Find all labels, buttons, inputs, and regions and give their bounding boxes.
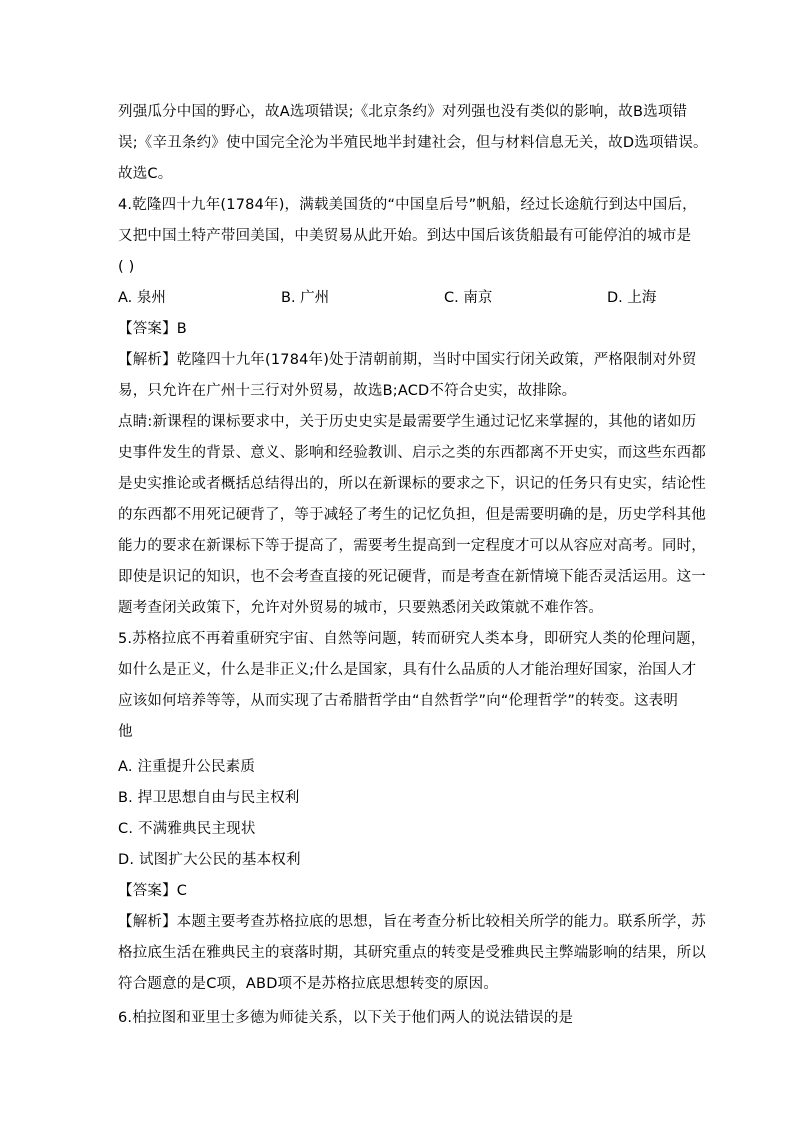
q5-answer: 【答案】C [118, 883, 188, 899]
q4-comment-line-2: 史事件发生的背景、意义、影响和经验教训、启示之类的东西都离不开史实，而这些东西都 [118, 445, 706, 461]
q4-analysis-line-1: 【解析】乾隆四十九年(1784年)处于清朝前期，当时中国实行闭关政策，严格限制对外贸 [118, 352, 697, 368]
q4-stem-line-1: 4.乾隆四十九年(1784年)，满载美国货的“中国皇后号”帆船，经过长途航行到达中国后， [118, 197, 697, 213]
q4-answer-blank: ( ) [118, 259, 135, 275]
q5-analysis-line-3: 符合题意的是C项，ABD项不是苏格拉底思想转变的原因。 [118, 976, 499, 992]
q3-analysis-line-2: 误;《辛丑条约》使中国完全沦为半殖民地半封建社会，但与材料信息无关，故D选项错误。 [118, 135, 708, 151]
q5-stem-line-3: 应该如何培养等等，从而实现了古希腊哲学由“自然哲学”向“伦理哲学”的转变。这表明 [118, 693, 679, 709]
q5-stem-line-2: 如什么是正义，什么是非正义;什么是国家，具有什么品质的人才能治理好国家，治国人才 [118, 662, 697, 678]
q4-stem-line-2: 又把中国土特产带回美国，中美贸易从此开始。到达中国后该货船最有可能停泊的城市是 [118, 228, 692, 244]
q4-comment-line-3: 是史实推论或者概括总结得出的，所以在新课标的要求之下，识记的任务只有史实，结论性 [118, 476, 706, 492]
q4-option-c: C. 南京 [444, 290, 493, 306]
q4-comment-line-1: 点睛:新课程的课标要求中，关于历史史实是最需要学生通过记忆来掌握的，其他的诸如历 [118, 414, 697, 430]
q5-stem-line-1: 5.苏格拉底不再着重研究宇宙、自然等问题，转而研究人类本身，即研究人类的伦理问题， [118, 631, 706, 647]
q5-analysis-line-1: 【解析】本题主要考查苏格拉底的思想，旨在考查分析比较相关所学的能力。联系所学，苏 [118, 914, 706, 930]
q5-analysis-line-2: 格拉底生活在雅典民主的衰落时期，其研究重点的转变是受雅典民主弊端影响的结果，所以 [118, 945, 706, 961]
q3-conclusion: 故选C。 [118, 166, 173, 182]
q5-stem-line-4: 他 [118, 724, 133, 740]
q4-analysis-line-2: 易，只允许在广州十三行对外贸易，故选B;ACD不符合史实，故排除。 [118, 383, 577, 399]
q5-option-b: B. 捍卫思想自由与民主权利 [118, 790, 300, 806]
q4-comment-line-7: 题考查闭关政策下，允许对外贸易的城市，只要熟悉闭关政策就不难作答。 [118, 600, 604, 616]
q4-comment-line-4: 的东西都不用死记硬背了，等于减轻了考生的记忆负担，但是需要明确的是，历史学科其他 [118, 507, 706, 523]
q4-option-d: D. 上海 [607, 290, 657, 306]
q4-comment-line-6: 即使是识记的知识，也不会考查直接的死记硬背，而是考查在新情境下能否灵活运用。这一 [118, 569, 706, 585]
q5-option-d: D. 试图扩大公民的基本权利 [118, 852, 301, 868]
q4-option-a: A. 泉州 [118, 290, 166, 306]
q4-comment-line-5: 能力的要求在新课标下等于提高了，需要考生提高到一定程度才可以从容应对高考。同时， [118, 538, 706, 554]
q5-option-c: C. 不满雅典民主现状 [118, 821, 256, 837]
q5-option-a: A. 注重提升公民素质 [118, 759, 256, 775]
q4-option-b: B. 广州 [281, 290, 330, 306]
q3-analysis-line-1: 列强瓜分中国的野心，故A选项错误;《北京条约》对列强也没有类似的影响，故B选项错 [118, 104, 688, 120]
q4-answer: 【答案】B [118, 321, 187, 337]
q6-stem-line-1: 6.柏拉图和亚里士多德为师徒关系，以下关于他们两人的说法错误的是 [118, 1010, 574, 1026]
